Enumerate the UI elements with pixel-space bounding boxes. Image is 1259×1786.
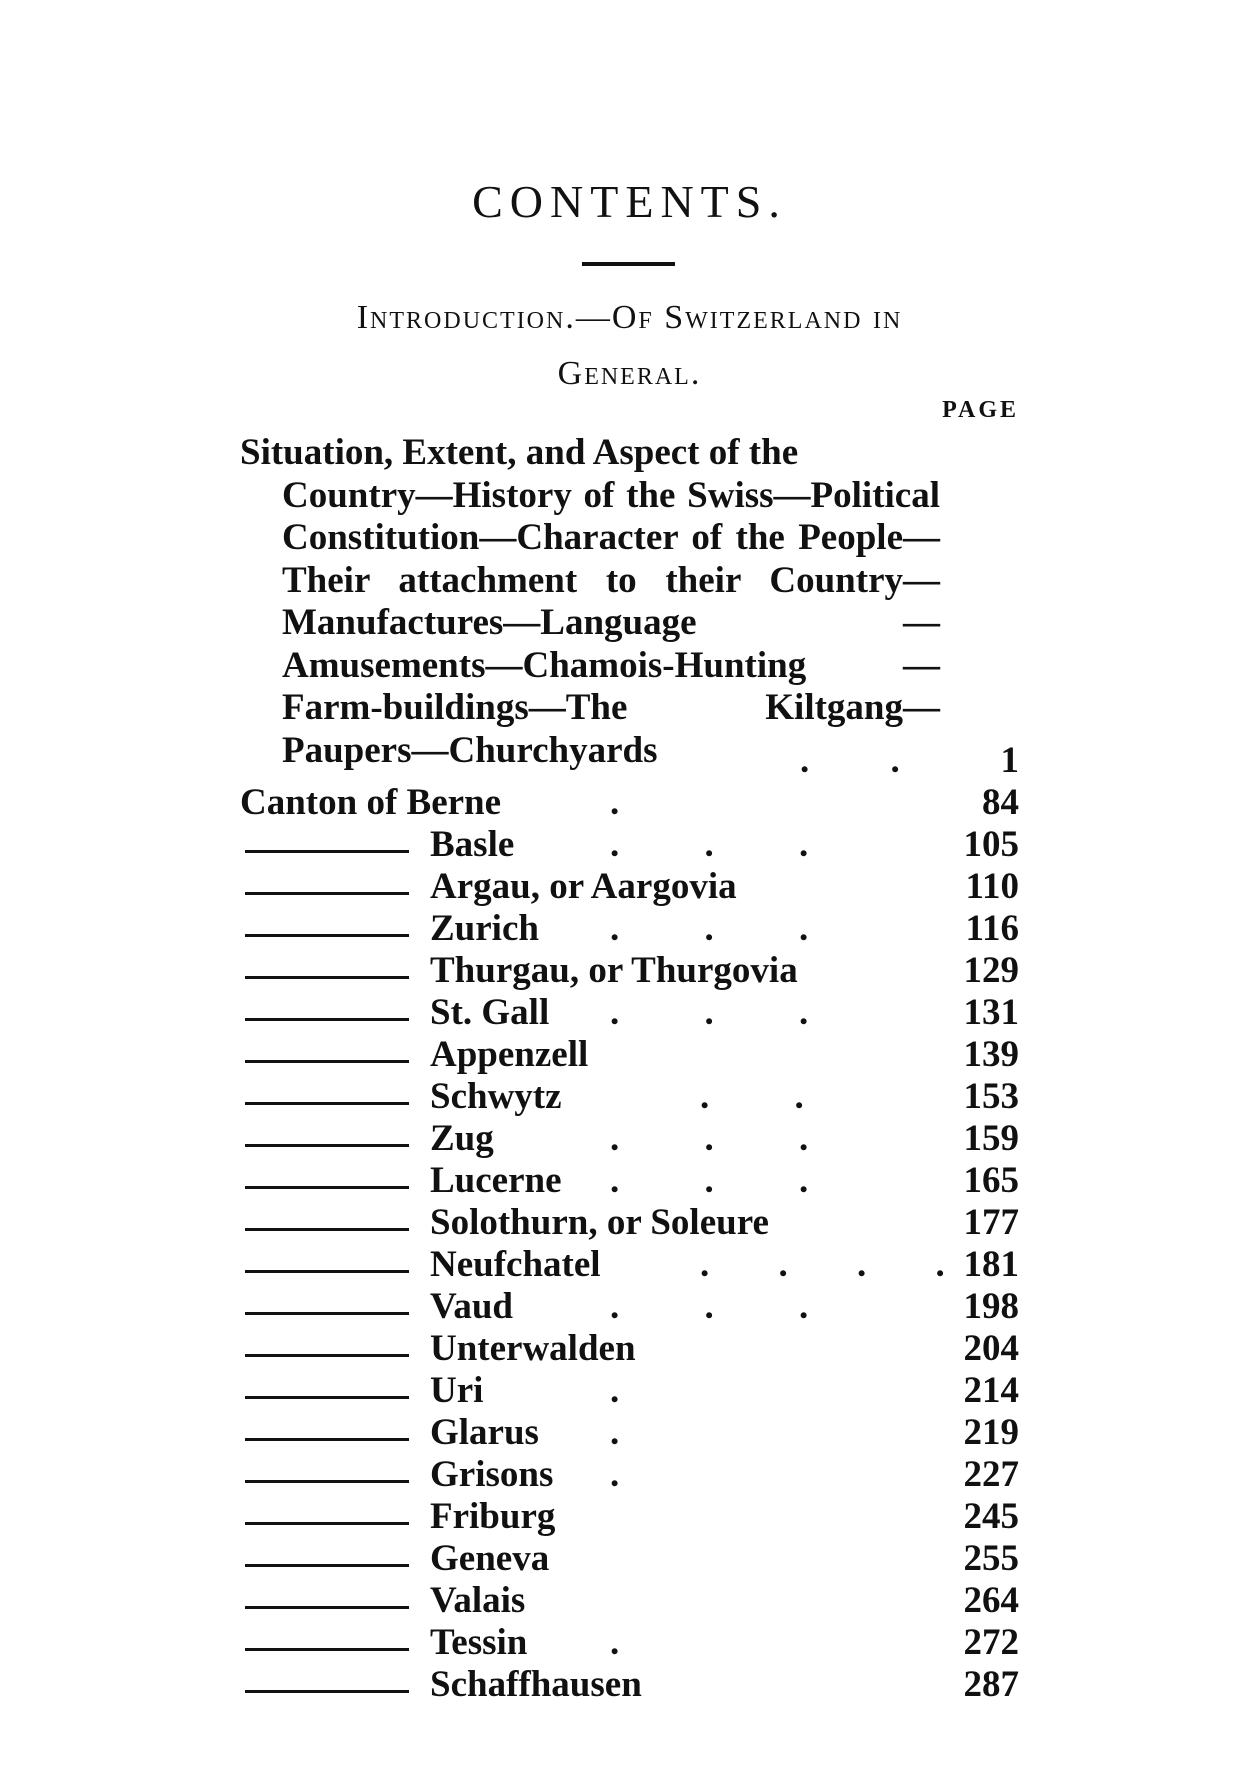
- entry-page-number: 198: [963, 1286, 1019, 1327]
- list-item: [240, 1244, 1019, 1286]
- entry-page-number: 214: [963, 1370, 1019, 1411]
- contents-heading: CONTENTS.: [472, 176, 787, 227]
- list-item: [240, 1370, 1019, 1412]
- entry-name: Argau, or Aargovia: [430, 866, 737, 907]
- entry-name: Zug: [430, 1118, 494, 1159]
- entry-leader: .: [610, 1622, 658, 1663]
- list-item: [240, 1664, 1019, 1706]
- ditto-rule: [245, 1480, 409, 1483]
- heading-rule: [582, 262, 675, 266]
- entry-page-number: 272: [963, 1622, 1019, 1663]
- entry-name: Vaud: [430, 1286, 513, 1327]
- ditto-rule: [245, 1270, 409, 1273]
- ditto-rule: [245, 1648, 409, 1651]
- entry-name: Valais: [430, 1580, 526, 1621]
- entry-name: Appenzell: [430, 1034, 589, 1075]
- list-item: [240, 1286, 1019, 1328]
- entry-page-number: 177: [963, 1202, 1019, 1243]
- list-item: [240, 1328, 1019, 1370]
- ditto-rule: [245, 1144, 409, 1147]
- entry-name: Glarus: [430, 1412, 539, 1453]
- list-item: [240, 1412, 1019, 1454]
- list-item: [240, 782, 1019, 824]
- entry-name: Tessin: [430, 1622, 528, 1663]
- ditto-rule: [245, 1564, 409, 1567]
- entry-leader: .: [610, 782, 658, 823]
- entry-leader: . . .: [610, 1160, 847, 1201]
- introduction-line-2: General.: [557, 355, 702, 392]
- list-item: [240, 1202, 1019, 1244]
- entry-name: Grisons: [430, 1454, 554, 1495]
- entry-name: Canton of Berne: [240, 782, 502, 823]
- entry-leader: . . . .: [700, 1244, 975, 1285]
- list-item: [240, 1580, 1019, 1622]
- ditto-rule: [245, 1228, 409, 1231]
- introduction-entry-first-line: Situation, Extent, and Aspect of the: [240, 432, 799, 473]
- entry-page-number: 110: [965, 866, 1019, 907]
- entry-page-number: 264: [963, 1580, 1019, 1621]
- ditto-rule: [245, 850, 409, 853]
- ditto-rule: [245, 1396, 409, 1399]
- introduction-page-number: 1: [1000, 740, 1019, 781]
- entry-name: Geneva: [430, 1538, 550, 1579]
- entry-page-number: 159: [963, 1118, 1019, 1159]
- entry-name: St. Gall: [430, 992, 550, 1033]
- entry-page-number: 131: [963, 992, 1019, 1033]
- entry-page-number: 255: [963, 1538, 1019, 1579]
- entry-name: Basle: [430, 824, 515, 865]
- ditto-rule: [245, 1312, 409, 1315]
- list-item: [240, 1622, 1019, 1664]
- list-item: [240, 950, 1019, 992]
- entry-page-number: 105: [963, 824, 1019, 865]
- entry-page-number: 139: [963, 1034, 1019, 1075]
- entry-leader: .: [610, 1454, 658, 1495]
- list-item: [240, 992, 1019, 1034]
- list-item: [240, 1076, 1019, 1118]
- entry-name: Uri: [430, 1370, 484, 1411]
- ditto-rule: [245, 1438, 409, 1441]
- entry-name: Lucerne: [430, 1160, 562, 1201]
- ditto-rule: [245, 892, 409, 895]
- list-item: [240, 1118, 1019, 1160]
- list-item: [240, 1160, 1019, 1202]
- introduction-entry-continuation: Country—History of the Swiss—Political Constitution—Character of the People—Their attachment to their Country—Manufactures—Language —Amusements—Chamois-Hunting —Farm-buildings—The Kiltgang— Paupers—Churchyards: [282, 474, 940, 771]
- introduction-entry: [240, 432, 940, 772]
- list-item: [240, 1454, 1019, 1496]
- entry-page-number: 287: [963, 1664, 1019, 1705]
- list-item: [240, 908, 1019, 950]
- entry-name: Unterwalden: [430, 1328, 636, 1369]
- entry-page-number: 245: [963, 1496, 1019, 1537]
- entry-leader: . . .: [610, 992, 847, 1033]
- introduction-heading: [0, 290, 1259, 402]
- ditto-rule: [245, 976, 409, 979]
- entry-name: Solothurn, or Soleure: [430, 1202, 769, 1243]
- entry-page-number: 204: [963, 1328, 1019, 1369]
- entry-leader: . . .: [610, 1286, 847, 1327]
- list-item: [240, 1034, 1019, 1076]
- entry-leader: .: [610, 1370, 658, 1411]
- ditto-rule: [245, 1186, 409, 1189]
- entry-leader: . . .: [610, 908, 847, 949]
- entry-page-number: 129: [963, 950, 1019, 991]
- ditto-rule: [245, 1354, 409, 1357]
- entry-leader: . .: [700, 1076, 842, 1117]
- list-item: [240, 824, 1019, 866]
- entry-page-number: 153: [963, 1076, 1019, 1117]
- introduction-leader: . .: [800, 740, 936, 781]
- entry-leader: . . .: [610, 824, 847, 865]
- entry-page-number: 227: [963, 1454, 1019, 1495]
- entry-leader: .: [610, 1412, 658, 1453]
- ditto-rule: [245, 1522, 409, 1525]
- entry-name: Schwytz: [430, 1076, 562, 1117]
- introduction-line-1: Introduction.—Of Switzerland in: [356, 299, 903, 336]
- entry-name: Thurgau, or Thurgovia: [430, 950, 798, 991]
- entry-page-number: 84: [982, 782, 1019, 823]
- list-item: [240, 866, 1019, 908]
- ditto-rule: [245, 1690, 409, 1693]
- entry-page-number: 165: [963, 1160, 1019, 1201]
- ditto-rule: [245, 1102, 409, 1105]
- entry-name: Neufchatel: [430, 1244, 601, 1285]
- page-column-label: PAGE: [942, 397, 1019, 423]
- entry-name: Schaffhausen: [430, 1664, 642, 1705]
- ditto-rule: [245, 1606, 409, 1609]
- entry-name: Friburg: [430, 1496, 556, 1537]
- entry-page-number: 219: [963, 1412, 1019, 1453]
- list-item: [240, 1496, 1019, 1538]
- list-item: [240, 1538, 1019, 1580]
- entry-page-number: 181: [963, 1244, 1019, 1285]
- ditto-rule: [245, 1060, 409, 1063]
- ditto-rule: [245, 934, 409, 937]
- ditto-rule: [245, 1018, 409, 1021]
- entry-page-number: 116: [965, 908, 1019, 949]
- entry-leader: . . .: [610, 1118, 847, 1159]
- entry-name: Zurich: [430, 908, 539, 949]
